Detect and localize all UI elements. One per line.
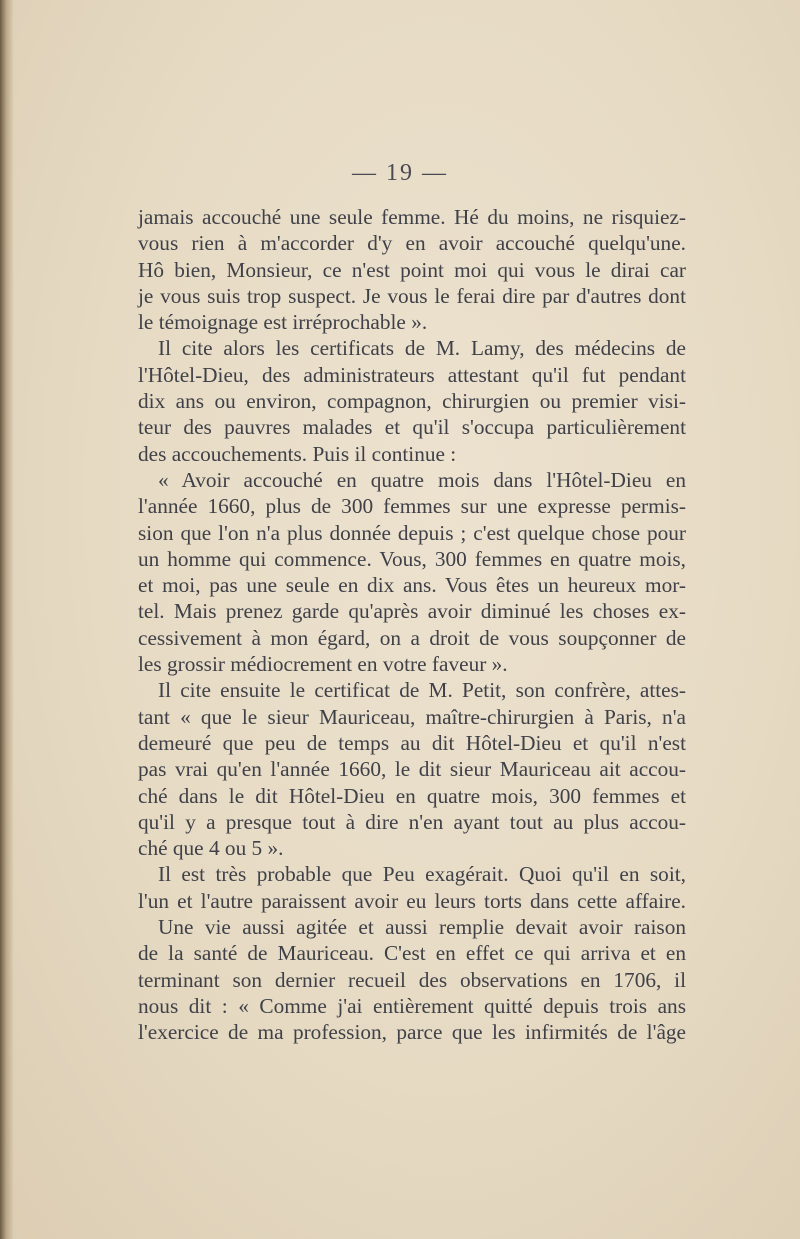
text-line: Hô bien, Monsieur, ce n'est point moi qui vous le dirai car xyxy=(138,257,686,282)
text-line: l'exercice de ma profession, parce que les infirmités de l'âge xyxy=(138,1020,686,1045)
text-line: l'Hôtel-Dieu, des administrateurs attestant qu'il fut pendant xyxy=(138,362,686,387)
text-line: sion que l'on n'a plus donnée depuis ; c'est quelque chose pour xyxy=(138,520,686,545)
text-line: nous dit : « Comme j'ai entièrement quitté depuis trois ans xyxy=(138,993,686,1018)
text-line: Une vie aussi agitée et aussi remplie devait avoir raison xyxy=(158,915,686,940)
text-line: ché que 4 ou 5 ». xyxy=(138,836,284,861)
text-line: tel. Mais prenez garde qu'après avoir diminué les choses ex- xyxy=(138,599,686,624)
text-line: jamais accouché une seule femme. Hé du moins, ne risquiez- xyxy=(138,205,686,229)
body-text xyxy=(138,204,686,1046)
text-line: pas vrai qu'en l'année 1660, le dit sieur Mauriceau ait accou- xyxy=(138,757,686,782)
text-line: ché dans le dit Hôtel-Dieu en quatre mois, 300 femmes et xyxy=(138,783,686,808)
text-line: vous rien à m'accorder d'y en avoir accouché quelqu'une. xyxy=(138,231,686,256)
text-line: teur des pauvres malades et qu'il s'occupa particulièrement xyxy=(138,415,686,440)
text-line: qu'il y a presque tout à dire n'en ayant tout au plus accou- xyxy=(138,809,686,834)
text-line: et moi, pas une seule en dix ans. Vous êtes un heureux mor- xyxy=(138,573,686,598)
text-line: de la santé de Mauriceau. C'est en effet ce qui arriva et en xyxy=(138,941,686,966)
text-line: cessivement à mon égard, on a droit de vous soupçonner de xyxy=(138,625,686,650)
text-line: terminant son dernier recueil des observations en 1706, il xyxy=(138,967,686,992)
text-line: tant « que le sieur Mauriceau, maître-chirurgien à Paris, n'a xyxy=(138,704,686,729)
text-line: des accouchements. Puis il continue : xyxy=(138,441,457,466)
text-line: les grossir médiocrement en votre faveur ». xyxy=(138,652,508,677)
text-line: l'année 1660, plus de 300 femmes sur une expresse permis- xyxy=(138,494,686,519)
page-number: — 19 — xyxy=(352,160,448,186)
text-line: l'un et l'autre paraissent avoir eu leurs torts dans cette affaire. xyxy=(138,888,686,913)
text-line: Il cite alors les certificats de M. Lamy, des médecins de xyxy=(158,336,686,361)
text-line: « Avoir accouché en quatre mois dans l'Hôtel-Dieu en xyxy=(158,467,686,492)
text-line: un homme qui commence. Vous, 300 femmes en quatre mois, xyxy=(138,546,686,571)
text-line: Il est très probable que Peu exagérait. Quoi qu'il en soit, xyxy=(158,862,686,887)
text-line: le témoignage est irréprochable ». xyxy=(138,310,428,335)
text-line: dix ans ou environ, compagnon, chirurgien ou premier visi- xyxy=(138,389,686,414)
text-line: je vous suis trop suspect. Je vous le ferai dire par d'autres dont xyxy=(138,283,686,308)
text-line: Il cite ensuite le certificat de M. Petit, son confrère, attes- xyxy=(158,678,686,703)
text-line: demeuré que peu de temps au dit Hôtel-Dieu et qu'il n'est xyxy=(138,730,686,755)
